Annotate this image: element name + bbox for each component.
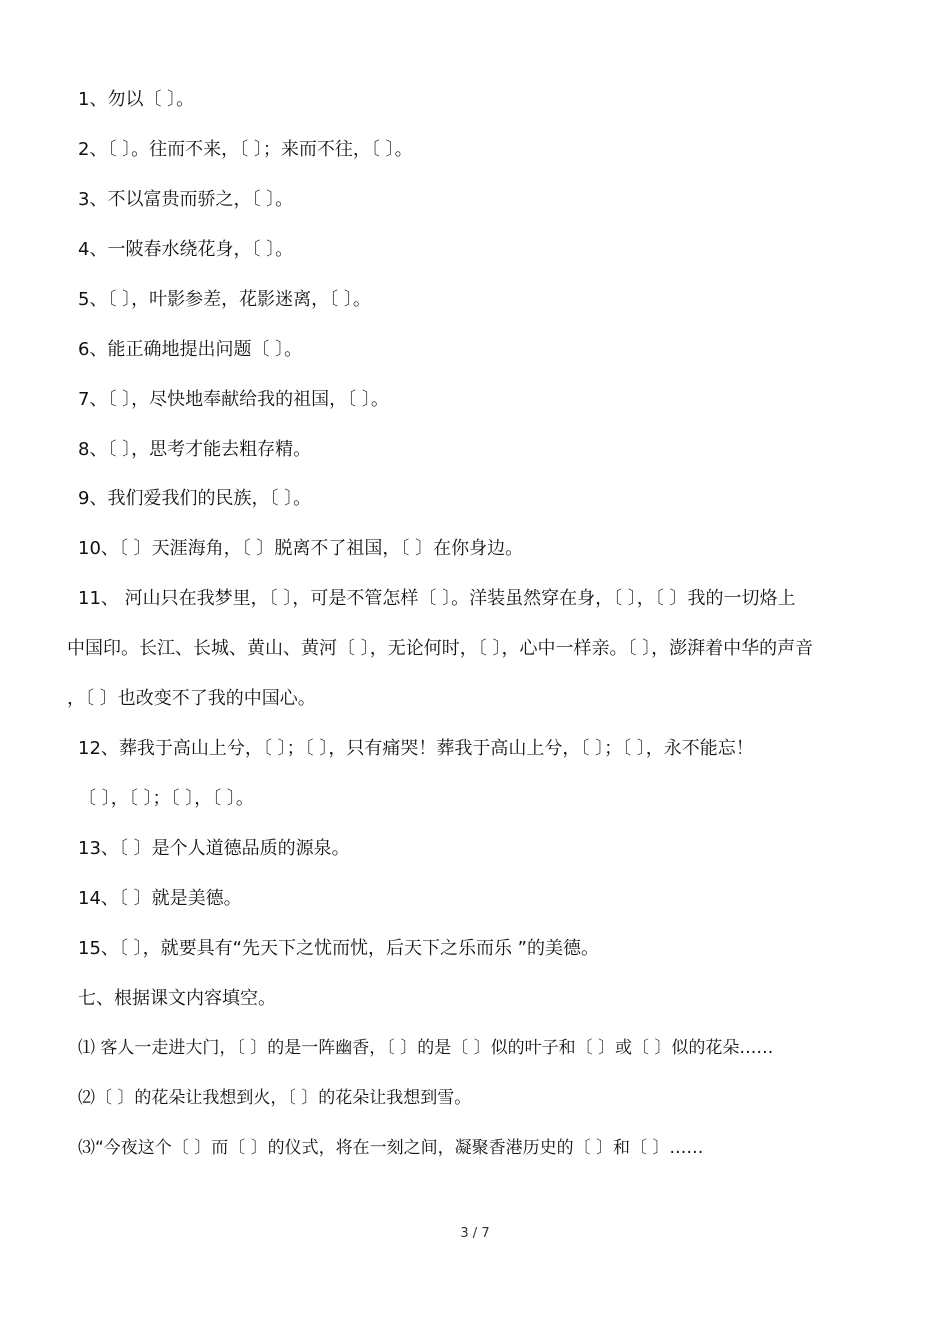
- item-12-line-2: 〔 〕，〔 〕；〔 〕，〔 〕。: [78, 788, 254, 809]
- item-2: 2、〔 〕。往而不来，〔 〕；来而不往，〔 〕。: [78, 139, 413, 160]
- section-7-heading: 七、根据课文内容填空。: [78, 988, 276, 1009]
- item-4: 4、一陂春水绕花身，〔 〕。: [78, 239, 294, 260]
- item-10: 10、〔 〕天涯海角，〔 〕脱离不了祖国，〔 〕在你身边。: [78, 538, 524, 559]
- item-6: 6、能正确地提出问题〔 〕。: [78, 339, 303, 360]
- section-7-item-3: ⑶“今夜这个〔 〕而〔 〕的仪式，将在一刻之间，凝聚香港历史的〔 〕和〔 〕……: [78, 1138, 704, 1158]
- item-14: 14、〔 〕就是美德。: [78, 888, 242, 909]
- item-15: 15、〔 〕，就要具有“先天下之忧而忧，后天下之乐而乐 ”的美德。: [78, 938, 599, 959]
- item-13: 13、〔 〕是个人道德品质的源泉。: [78, 838, 350, 859]
- section-7-item-2: ⑵〔 〕的花朵让我想到火，〔 〕的花朵让我想到雪。: [78, 1088, 472, 1108]
- item-11-line-3: ，〔 〕也改变不了我的中国心。: [67, 688, 316, 709]
- item-11-line-2: 中国印。长江、长城、黄山、黄河〔 〕，无论何时，〔 〕，心中一样亲。〔 〕，澎湃着中华的声音: [67, 638, 814, 659]
- item-5: 5、〔 〕，叶影参差，花影迷离，〔 〕。: [78, 289, 371, 310]
- item-11-line-1: 11、 河山只在我梦里，〔 〕，可是不管怎样〔 〕。洋装虽然穿在身，〔 〕，〔 〕我的一切烙上: [78, 588, 796, 609]
- item-7: 7、〔 〕，尽快地奉献给我的祖国，〔 〕。: [78, 389, 389, 410]
- page-number: 3 / 7: [460, 1226, 490, 1241]
- item-12-line-1: 12、葬我于高山上兮，〔 〕；〔 〕，只有痛哭！葬我于高山上兮，〔 〕；〔 〕，永不能忘！: [78, 738, 754, 759]
- item-3: 3、不以富贵而骄之，〔 〕。: [78, 189, 294, 210]
- item-1: 1、勿以〔 〕。: [78, 89, 195, 110]
- item-8: 8、〔 〕，思考才能去粗存精。: [78, 439, 312, 460]
- item-9: 9、我们爱我们的民族，〔 〕。: [78, 488, 312, 509]
- section-7-item-1: ⑴ 客人一走进大门，〔 〕的是一阵幽香，〔 〕的是〔 〕似的叶子和〔 〕或〔 〕似的花朵……: [78, 1038, 774, 1058]
